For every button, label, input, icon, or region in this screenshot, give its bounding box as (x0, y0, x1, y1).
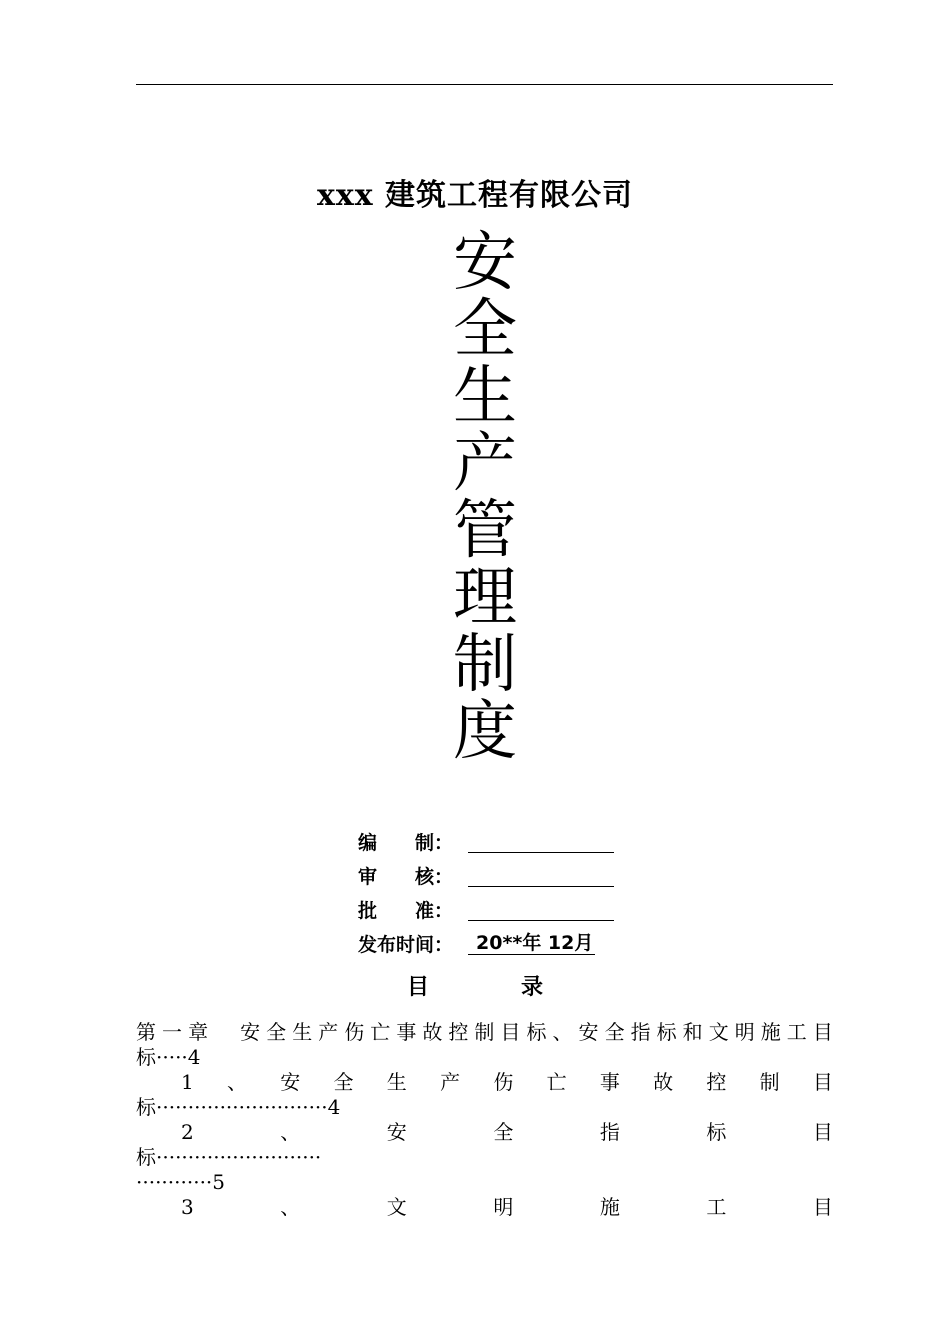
toc-char: 生 (292, 1020, 313, 1044)
toc-char: 标 (656, 1020, 677, 1044)
toc-char: 目 (812, 1120, 833, 1144)
toc-char: 事 (599, 1070, 620, 1094)
toc-char: 全 (333, 1070, 354, 1094)
toc-char: 3 (181, 1195, 194, 1219)
toc-char: 工 (706, 1195, 727, 1219)
approval-block (358, 824, 614, 960)
toc-item-3-line (136, 1195, 833, 1220)
title-char: 制 (453, 628, 517, 702)
toc-char: 故 (422, 1020, 443, 1044)
toc-char: 故 (653, 1070, 674, 1094)
toc-char: 明 (493, 1195, 514, 1219)
compile-label: 编 制： (358, 831, 454, 854)
toc-item-2-leader: 标·························· (136, 1145, 322, 1169)
toc-char: 施 (760, 1020, 781, 1044)
toc-char: 亡 (546, 1070, 567, 1094)
toc-char: 全 (493, 1120, 514, 1144)
toc-chapter-1-page: 标·····4 (136, 1045, 201, 1069)
toc-char: 控 (448, 1020, 469, 1044)
review-label: 审 核： (358, 865, 454, 888)
toc-char: 伤 (493, 1070, 514, 1094)
toc-char: 指 (599, 1120, 620, 1144)
publish-label: 发布时间： (358, 933, 454, 956)
toc-char: 制 (474, 1020, 495, 1044)
toc-item-2-page: ············5 (136, 1170, 226, 1194)
toc-char: 产 (318, 1020, 339, 1044)
toc-char: 标 (706, 1120, 727, 1144)
toc-char: 全 (266, 1020, 287, 1044)
title-char: 全 (453, 293, 517, 367)
table-of-contents (136, 1020, 833, 1220)
toc-char: 安 (578, 1020, 599, 1044)
toc-chapter-1-line (136, 1020, 833, 1045)
toc-char: 目 (812, 1070, 833, 1094)
approve-row (358, 892, 614, 926)
toc-char: 目 (500, 1020, 521, 1044)
toc-char: 亡 (370, 1020, 391, 1044)
toc-char: 全 (604, 1020, 625, 1044)
toc-heading-right: 录 (521, 975, 544, 1000)
toc-char: 、 (552, 1020, 573, 1044)
toc-char: 2 (181, 1120, 194, 1144)
toc-char: 第 (136, 1020, 156, 1044)
company-name: xxx 建筑工程有限公司 (316, 178, 634, 213)
publish-date: 20**年 12月 (468, 932, 595, 955)
review-row (358, 858, 614, 892)
publish-row (358, 926, 614, 960)
toc-char: 生 (386, 1070, 407, 1094)
toc-char: 1 (181, 1070, 194, 1094)
compile-blank (468, 830, 614, 853)
toc-char: 安 (386, 1120, 407, 1144)
toc-char: 文 (708, 1020, 729, 1044)
header-rule (136, 84, 833, 85)
toc-char: 安 (240, 1020, 261, 1044)
toc-char: 安 (280, 1070, 301, 1094)
title-char: 理 (453, 561, 517, 635)
title-char: 产 (453, 427, 517, 501)
toc-char: 标 (526, 1020, 547, 1044)
title-char: 度 (453, 695, 517, 769)
toc-char: 一 (162, 1020, 183, 1044)
toc-char: 控 (706, 1070, 727, 1094)
toc-char: 文 (386, 1195, 407, 1219)
toc-char: 和 (682, 1020, 703, 1044)
toc-heading (0, 970, 950, 1001)
toc-char (214, 1020, 234, 1045)
toc-char: 、 (280, 1120, 301, 1144)
title-char: 管 (453, 494, 517, 568)
toc-char: 事 (396, 1020, 417, 1044)
toc-char: 、 (227, 1070, 247, 1094)
toc-char: 明 (734, 1020, 755, 1044)
document-title (440, 226, 530, 769)
toc-char: 制 (759, 1070, 780, 1094)
toc-char: 章 (188, 1020, 209, 1044)
title-char: 安 (453, 226, 517, 300)
toc-char: 产 (440, 1070, 461, 1094)
toc-char: 工 (786, 1020, 807, 1044)
toc-char: 伤 (344, 1020, 365, 1044)
review-blank (468, 864, 614, 887)
toc-item-1-line (136, 1070, 833, 1095)
toc-char: 、 (280, 1195, 301, 1219)
compile-row (358, 824, 614, 858)
approve-label: 批 准： (358, 899, 454, 922)
toc-char: 指 (630, 1020, 651, 1044)
toc-heading-left: 目 (406, 975, 429, 1000)
toc-item-1-page: 标···························4 (136, 1095, 341, 1119)
toc-item-2-line (136, 1120, 833, 1145)
toc-char: 目 (812, 1020, 833, 1044)
approve-blank (468, 898, 614, 921)
toc-char: 目 (812, 1195, 833, 1219)
toc-char: 施 (599, 1195, 620, 1219)
title-char: 生 (453, 360, 517, 434)
